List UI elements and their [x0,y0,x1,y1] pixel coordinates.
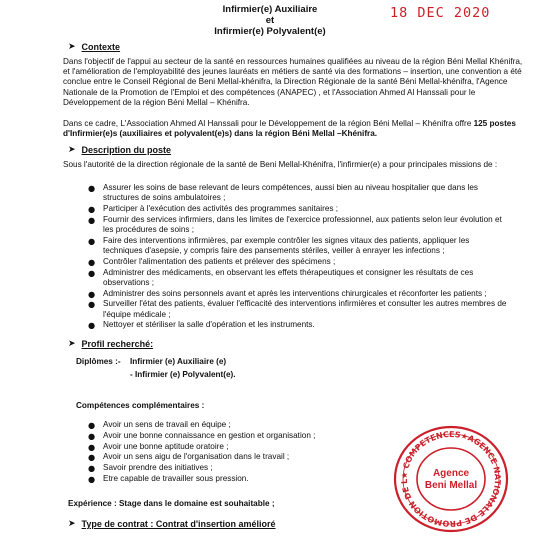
list-item: ● Avoir une bonne connaissance en gestion et organisation ; [88,430,316,441]
list-item: ● Administrer des médicaments, en observant les effets thérapeutiques et consigner les résultats de ces observations ; [88,267,474,287]
list-item: ● Savoir prendre des initiatives ; [88,463,213,474]
bullet-dot-icon: ● [88,299,96,310]
bullet-dot-icon: ● [88,441,96,452]
list-item: ● Fournir des services infirmiers, dans les limites de l'exercice professionnel, aux patients selon leur évolution et les procédures de soins ; [88,214,502,234]
list-item: ● Administrer des soins personnels avant et après les interventions chirurgicales et réconforter les patients ; [88,288,487,299]
list-item: ● Avoir un sens de travail en équipe ; [88,420,231,430]
list-item: ● Contrôler l'alimentation des patients et prélever des spécimens ; [88,256,336,267]
postes-offer: 125 postes d'Infirmier(e)s (auxiliaires et polyvalent(e)s) dans la région Béni Mellal –Khénifra. [63,119,516,139]
stamp-seal-icon [392,424,510,534]
contrat-heading: ➤ Type de contrat : Contrat d'insertion amélioré [68,519,276,529]
bullet-dot-icon: ● [88,256,96,267]
checkmark-arrow-icon: ➤ [68,145,76,155]
experience-line: Expérience : Stage dans le domaine est souhaitable ; [68,499,275,508]
bullet-dot-icon: ● [88,235,96,246]
contexte-paragraph-1: Dans l'objectif de l'appui au secteur de la santé en ressources humaines qualifiées au niveau de la région Béni Mellal Khénifra, et l'amélioration de l'employabilité des jeunes lauréats en métiers de santé via des formations – insertion, une convention a été conclue entre le Conseil Régional de Beni Mellal-khénifra, la Direction Régionale de la santé Béni Mellal-khénifra, l'Agence Nationale de la Promotion de l'Emploi et des compétences (ANAPEC) , et l'Association Ahmed Al Hanssali pour le Développement de la région Béni Mellal – Khénifra. [63,57,523,107]
missions-list [88,183,510,331]
bullet-dot-icon: ● [88,463,96,474]
stamp-outer-ring [395,427,507,531]
doc-title-line-3: Infirmier(e) Polyvalent(e) [214,26,326,37]
doc-title-line-2: et [265,15,275,26]
list-item: ● Faire des interventions infirmières, par exemple contrôler les signes vitaux des patients, appliquer les techniques d'asepsie, y compris faire des pansements stériles, veiller à enrayer les infections ; [88,235,470,255]
bullet-dot-icon: ● [88,267,96,278]
bullet-dot-icon: ● [88,473,96,484]
bullet-dot-icon: ● [88,320,96,331]
list-item: ● Participer à l'exécution des activités des programmes sanitaires ; [88,204,339,214]
description-intro: Sous l'autorité de la direction régionale de la santé de Beni Mellal-Khénifra, l'infirmier(e) a pour principales missions de : [63,160,498,169]
list-item: ● Nettoyer et stériliser la salle d'opération et les instruments. [88,320,315,331]
bullet-dot-icon: ● [88,452,96,463]
description-heading: ➤ Description du poste [68,145,172,155]
stamp-inner-ring [417,448,485,510]
bullet-dot-icon: ● [88,214,96,225]
checkmark-arrow-icon: ➤ [68,42,76,52]
stamp-center-line-2: Beni Mellal [424,480,478,491]
bullet-dot-icon: ● [88,204,96,214]
stamp-ring-text: ★ COMPETENCES★AGENCE NATIONALE DE PROMOTION DE L [399,429,503,529]
checkmark-arrow-icon: ➤ [68,339,76,349]
bullet-dot-icon: ● [88,288,96,299]
list-item: ● Assurer les soins de base relevant de leurs compétences, aussi bien au niveau hospitalier que dans les structures de soins ambulatoires ; [88,183,479,203]
competences-list [88,420,388,485]
list-item: ● Avoir un sens aigu de l'organisation dans le travail ; [88,452,290,463]
diplomes-label: Diplômes :- [76,357,121,366]
diplome-polyvalent: - Infirmier (e) Polyvalent(e). [130,370,236,379]
list-item: ● Surveiller l'état des patients, évaluer l'efficacité des interventions infirmières et consulter les autres membres de l'équipe médicale ; [88,299,507,319]
profil-heading: ➤ Profil recherché: [68,339,154,349]
date-stamp: 18 DEC 2020 [390,5,491,21]
list-item: ● Avoir une bonne aptitude oratoire ; [88,441,229,452]
contexte-paragraph-2: Dans ce cadre, L'Association Ahmed Al Hanssali pour le Développement de la région Béni Mellal – Khénifra offre 125 postes d'Infirmier(e)s (auxiliaires et polyvalent(e)s) dans la région Béni Mellal –Khénifra. [63,119,516,139]
doc-title-line-1: Infirmier(e) Auxiliaire [222,4,318,15]
bullet-dot-icon: ● [88,430,96,441]
stamp-center-line-1: Agence [432,468,470,479]
list-item: ● Etre capable de travailler sous pression. [88,473,249,484]
diplome-auxiliaire: Infirmier (e) Auxiliaire (e) [130,357,227,366]
bullet-dot-icon: ● [88,183,96,193]
competences-label: Compétences complémentaires : [76,401,205,410]
agency-stamp [392,424,510,534]
contexte-heading: ➤ Contexte [68,42,121,52]
checkmark-arrow-icon: ➤ [68,519,76,529]
bullet-dot-icon: ● [88,420,96,430]
